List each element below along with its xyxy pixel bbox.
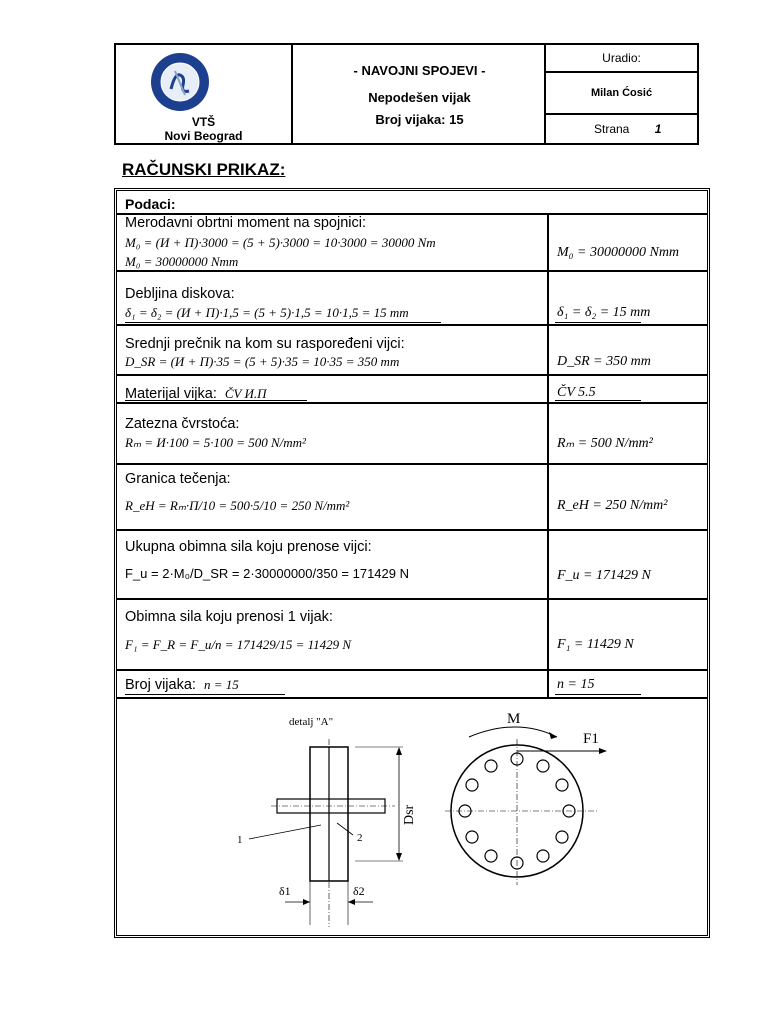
force-label: F1 [583,731,599,747]
row-moment-formula-2: M₀ = 30000000 Nmm [125,254,239,269]
calculation-table [114,188,710,938]
row-moment-result: M₀ = 30000000 Nmm [557,245,680,260]
section-title: RAČUNSKI PRIKAZ: [122,160,286,179]
dsr-dimension-label: Dsr [402,804,417,825]
row-count-result: n = 15 [557,677,595,692]
school-city: Novi Beograd [164,129,243,143]
row-diameter-formula: D_SR = (И + П)·35 = (5 + 5)·35 = 10·35 = 350 mm [125,354,400,369]
row-count-label-text: Broj vijaka: [125,677,196,693]
row-tensile-result: Rₘ = 500 N/mm² [557,436,653,451]
document-header [114,43,699,145]
school-logo [149,51,211,113]
row-total-force-result: F_u = 171429 N [557,568,651,583]
bolt-count-heading: Broj vijaka: 15 [375,112,464,127]
row-material-label-text: Materijal vijka: [125,386,217,402]
row-thickness-formula: δ₁ = δ₂ = (И + П)·1,5 = (5 + 5)·1,5 = 10·1,5 = 15 mm [125,305,409,320]
bolt-hole [485,850,497,862]
row-bolt-force-formula: F₁ = F_R = F_u/n = 171429/15 = 11429 N [125,637,352,652]
author-cell [546,45,697,143]
row-count-label [125,677,239,693]
school-short-name: VTŠ [191,115,216,129]
row-bolt-force-result: F₁ = 11429 N [557,637,634,652]
document-subtitle: Nepodešen vijak [368,90,471,105]
row-bolt-force-label: Obimna sila koju prenosi 1 vijak: [125,609,333,625]
row-total-force-formula: F_u = 2·M₀/D_SR = 2·30000000/350 = 171429 N [125,566,410,581]
row-moment-formula: M₀ = (И + П)·3000 = (5 + 5)·3000 = 10·3000 = 30000 Nm [125,235,436,250]
row-yield-result: R_eH = 250 N/mm² [557,498,668,513]
bolt-hole [485,760,497,772]
page-indicator [546,115,697,143]
row-material-result: ČV 5.5 [557,385,596,400]
delta1-label: δ1 [279,884,291,898]
bolt-hole [537,760,549,772]
detail-label: detalj "A" [289,716,334,728]
part-2-label: 2 [357,832,363,844]
moment-label: M [507,711,521,727]
author-name: Milan Ćosić [546,73,697,115]
done-by-label: Uradio: [546,45,697,73]
document-title: - NAVOJNI SPOJEVI - [353,63,486,78]
title-cell [293,45,546,143]
data-header: Podaci: [125,196,176,212]
bolt-hole [466,779,478,791]
row-thickness-label: Debljina diskova: [125,286,235,302]
bolt-hole [556,779,568,791]
row-thickness-result: δ₁ = δ₂ = 15 mm [557,305,651,320]
row-diameter-result: D_SR = 350 mm [557,354,651,369]
page-label: Strana [594,122,630,136]
row-yield-label: Granica tečenja: [125,471,231,487]
part-1-label: 1 [237,834,243,846]
coupling-drawing [117,699,707,935]
row-material-value: ČV И.П [224,386,267,401]
delta2-label: δ2 [353,884,365,898]
page-number: 1 [654,122,662,136]
school-cell [116,45,293,143]
bolt-hole [537,850,549,862]
bolt-hole [556,831,568,843]
row-tensile-formula: Rₘ = И·100 = 5·100 = 500 N/mm² [125,435,306,450]
row-moment-label: Merodavni obrtni moment na spojnici: [125,215,366,231]
row-diameter-label: Srednji prečnik na kom su raspoređeni vijci: [125,336,405,352]
row-tensile-label: Zatezna čvrstoća: [125,416,240,432]
row-total-force-label: Ukupna obimna sila koju prenose vijci: [125,539,372,555]
bolt-hole [466,831,478,843]
row-yield-formula: R_eH = Rₘ·П/10 = 500·5/10 = 250 N/mm² [125,498,350,513]
row-count-value: n = 15 [203,677,239,692]
